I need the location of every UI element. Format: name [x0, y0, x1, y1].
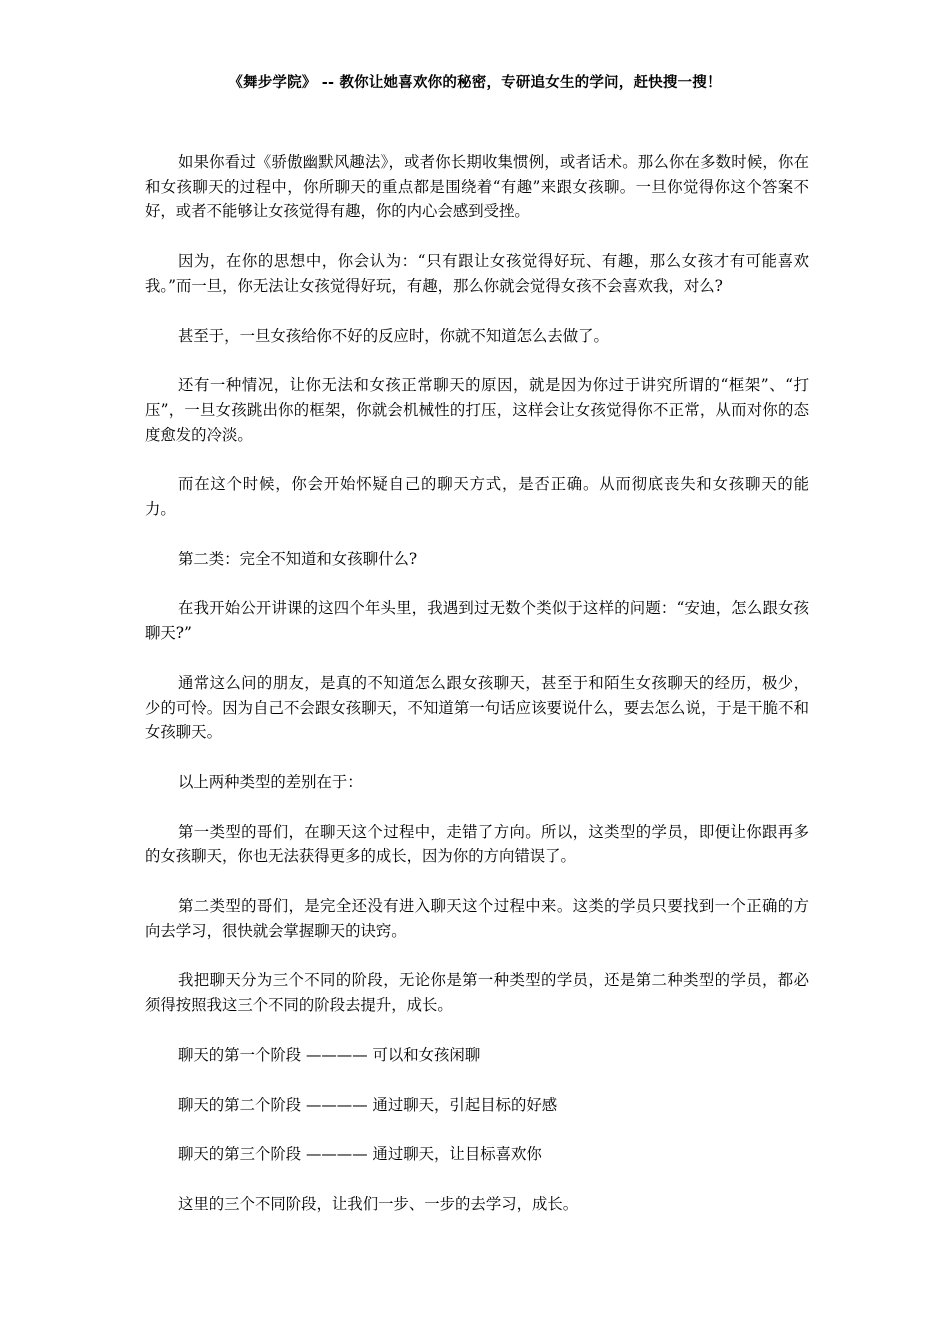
stage-item: 聊天的第一个阶段 ———— 可以和女孩闲聊 [178, 1045, 481, 1064]
paragraph: 而在这个时候，你会开始怀疑自己的聊天方式，是否正确。从而彻底丧失和女孩聊天的能力。 [145, 475, 809, 519]
paragraph: 甚至于，一旦女孩给你不好的反应时，你就不知道怎么去做了。 [178, 326, 609, 345]
paragraph: 这里的三个不同阶段，让我们一步、一步的去学习，成长。 [178, 1194, 579, 1213]
paragraph: 如果你看过《骄傲幽默风趣法》，或者你长期收集惯例，或者话术。那么你在多数时候，你在和女孩聊天的过程中，你所聊天的重点都是围绕着“有趣”来跟女孩聊。一旦你觉得你这个答案不好，或者不能够让女孩觉得有趣，你的内心会感到受挫。 [145, 153, 809, 221]
paragraph: 我把聊天分为三个不同的阶段，无论你是第一种类型的学员，还是第二种类型的学员，都必须得按照我这三个不同的阶段去提升，成长。 [145, 971, 809, 1015]
page-header-title: 《舞步学院》 -- 教你让她喜欢你的秘密，专研追女生的学问，赶快搜一搜！ [228, 75, 722, 91]
paragraph: 第二类型的哥们，是完全还没有进入聊天这个过程中来。这类的学员只要找到一个正确的方向去学习，很快就会掌握聊天的诀窍。 [145, 897, 809, 940]
stage-item: 聊天的第二个阶段 ———— 通过聊天，引起目标的好感 [178, 1095, 558, 1114]
stage-item: 聊天的第三个阶段 ———— 通过聊天，让目标喜欢你 [178, 1145, 542, 1164]
paragraph: 以上两种类型的差别在于： [178, 772, 363, 791]
section-heading: 第二类：完全不知道和女孩聊什么? [178, 549, 418, 568]
paragraph: 通常这么问的朋友，是真的不知道怎么跟女孩聊天，甚至于和陌生女孩聊天的经历，极少，少的可怜。因为自己不会跟女孩聊天，不知道第一句话应该要说什么，要去怎么说，于是干脆不和女孩聊天。 [145, 673, 809, 742]
paragraph: 还有一种情况，让你无法和女孩正常聊天的原因，就是因为你过于讲究所谓的“框架”、“打压”，一旦女孩跳出你的框架，你就会机械性的打压，这样会让女孩觉得你不正常，从而对你的态度愈发的冷淡。 [145, 376, 809, 444]
paragraph: 因为，在你的思想中，你会认为：“只有跟让女孩觉得好玩、有趣，那么女孩才有可能喜欢我。”而一旦，你无法让女孩觉得好玩，有趣，那么你就会觉得女孩不会喜欢我，对么? [145, 252, 809, 295]
paragraph: 第一类型的哥们，在聊天这个过程中，走错了方向。所以，这类型的学员，即便让你跟再多的女孩聊天，你也无法获得更多的成长，因为你的方向错误了。 [145, 822, 809, 866]
paragraph: 在我开始公开讲课的这四个年头里，我遇到过无数个类似于这样的问题：“安迪，怎么跟女孩聊天?” [145, 599, 809, 643]
document-body [145, 150, 809, 1242]
